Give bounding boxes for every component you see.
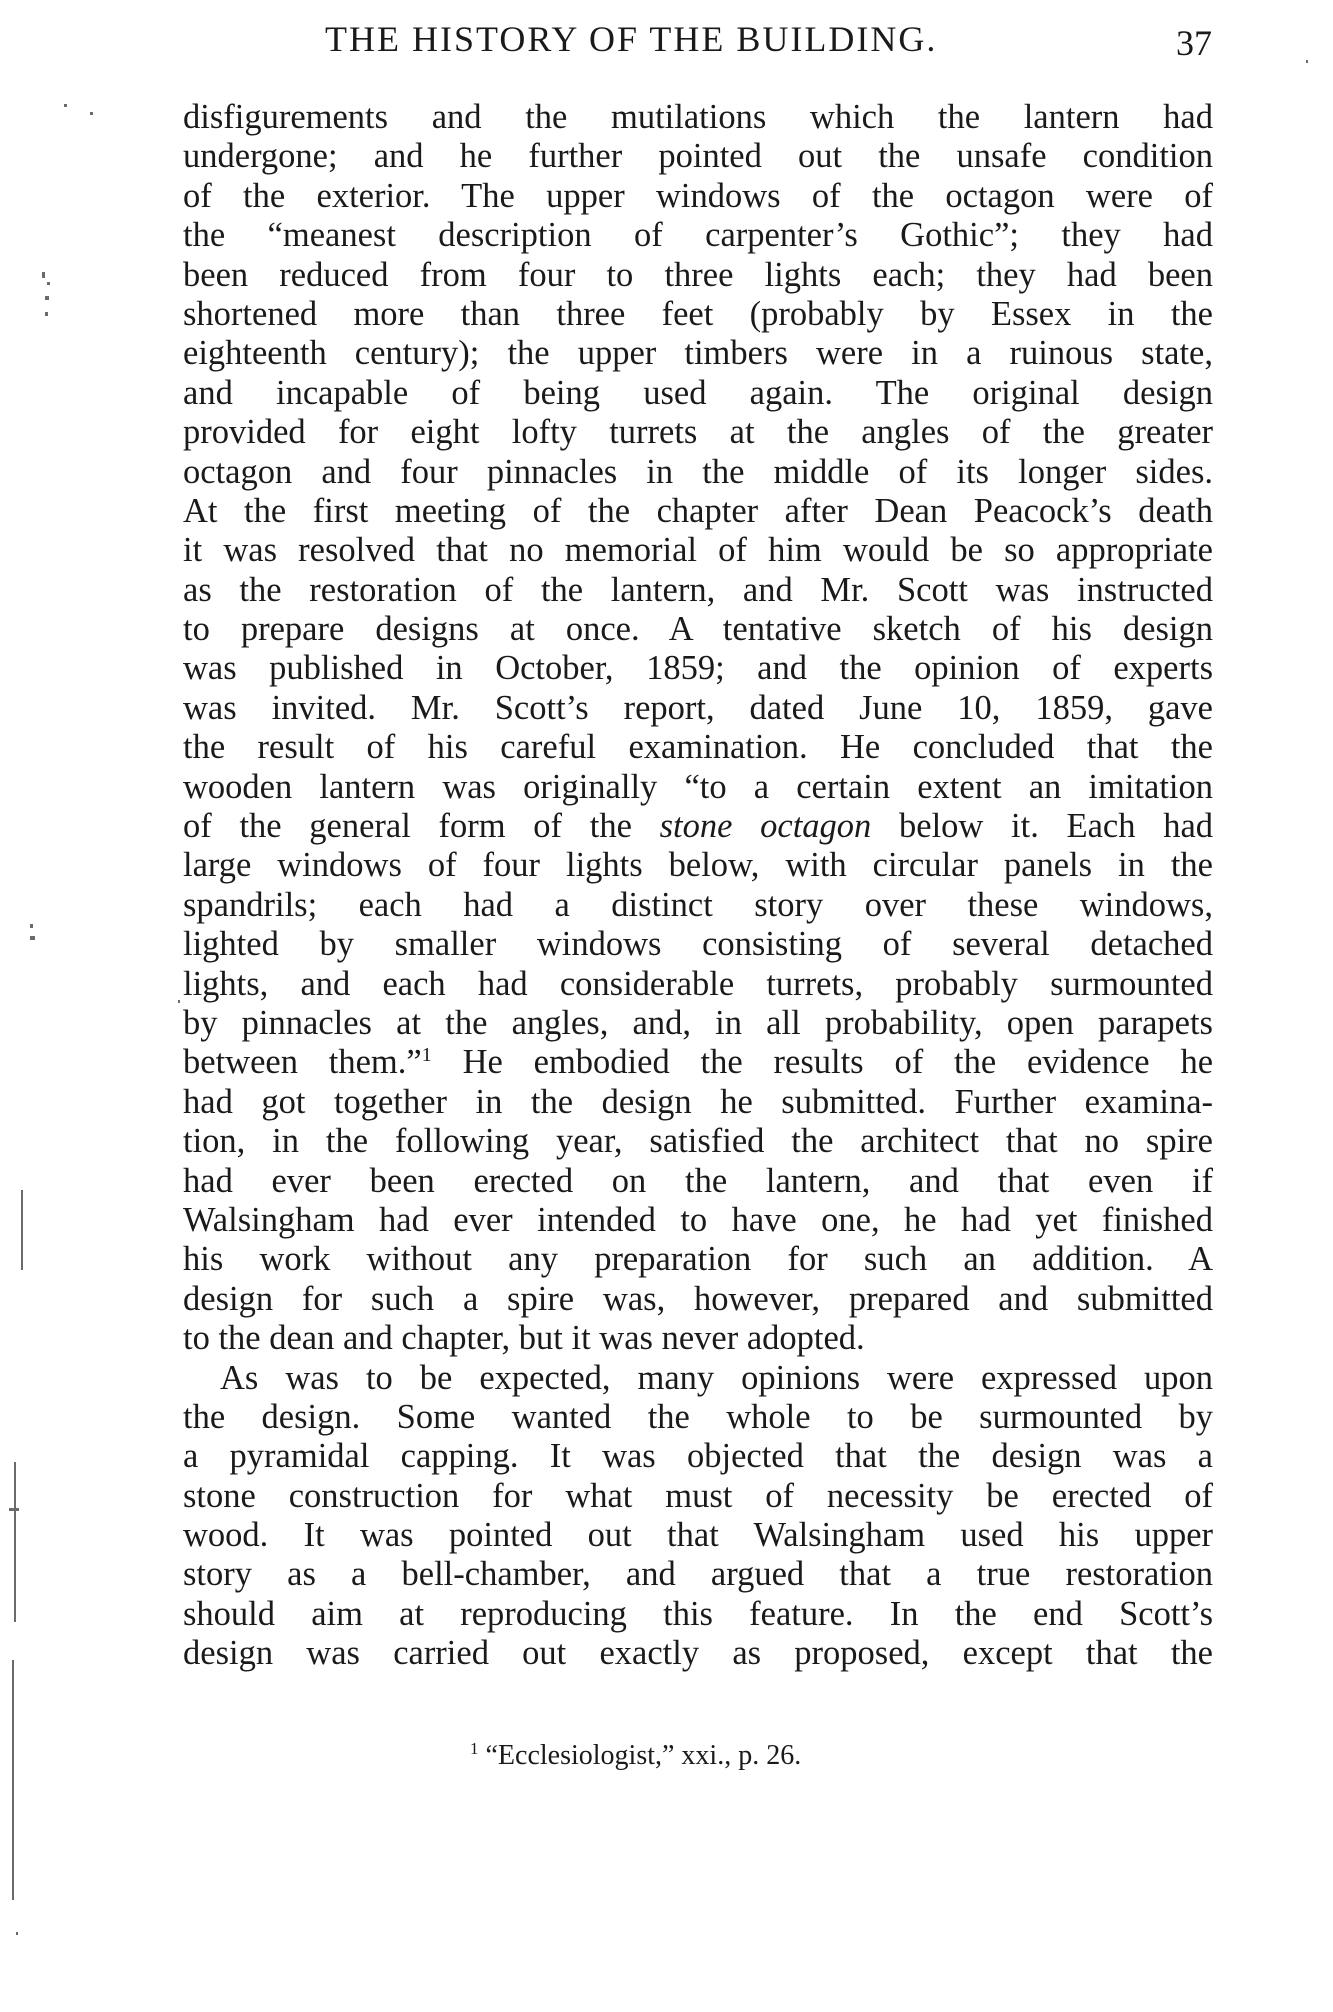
text-line: had ever been erected on the lantern, and that even if: [183, 1161, 1213, 1200]
text-line-with-italic: [183, 807, 1213, 846]
scan-speck: [90, 112, 93, 115]
text-line: lights, and each had considerable turrets, probably surmounted: [183, 964, 1213, 1003]
text-line: to prepare designs at once. A tentative sketch of his design: [183, 610, 1213, 649]
text-line: eighteenth century); the upper timbers were in a ruinous state,: [183, 334, 1213, 373]
text-line: been reduced from four to three lights each; they had been: [183, 255, 1213, 294]
text-line: had got together in the design he submitted. Further examina-: [183, 1082, 1213, 1121]
text-line: as the restoration of the lantern, and Mr. Scott was instructed: [183, 570, 1213, 609]
scan-speck: [64, 104, 67, 107]
text-line: was published in October, 1859; and the opinion of experts: [183, 649, 1213, 688]
text-line: to the dean and chapter, but it was never adopted.: [183, 1319, 865, 1358]
text-line: wooden lantern was originally “to a certain extent an imitation: [183, 767, 1213, 806]
text-line: large windows of four lights below, with circular panels in the: [183, 846, 1213, 885]
footnote-mark: 1: [470, 1739, 479, 1758]
running-title: THE HISTORY OF THE BUILDING.: [325, 19, 938, 59]
footnote-reference[interactable]: 1: [421, 1044, 432, 1067]
text-line: was invited. Mr. Scott’s report, dated June 10, 1859, gave: [183, 688, 1213, 727]
text-line: disfigurements and the mutilations which the lantern had: [183, 98, 1213, 136]
text-line: of the exterior. The upper windows of the octagon were of: [183, 176, 1213, 215]
text-line: the design. Some wanted the whole to be surmounted by: [183, 1397, 1213, 1436]
text-line: spandrils; each had a distinct story over these windows,: [183, 885, 1213, 924]
scan-speck: [42, 272, 45, 278]
text-line: shortened more than three feet (probably by Essex in the: [183, 294, 1213, 333]
page-number: 37: [1176, 23, 1212, 63]
scan-speck: [30, 936, 35, 940]
scan-speck: [178, 1000, 180, 1003]
text-line: should aim at reproducing this feature. In the end Scott’s: [183, 1594, 1213, 1633]
text-line: a pyramidal capping. It was objected that the design was a: [183, 1437, 1213, 1476]
text-line: tion, in the following year, satisfied the architect that no spire: [183, 1122, 1213, 1161]
text-segment: below it. Each had: [899, 807, 1214, 846]
scan-line: [21, 1190, 23, 1270]
running-head: [180, 18, 1212, 78]
text-line: the result of his careful examination. He concluded that the: [183, 728, 1213, 767]
scan-speck: [45, 296, 49, 300]
footnote: [470, 1740, 801, 1772]
text-line: story as a bell-chamber, and argued that a true restoration: [183, 1555, 1213, 1594]
text-line: the “meanest description of carpenter’s Gothic”; they had: [183, 216, 1213, 255]
scan-line: [12, 1660, 14, 1900]
text-segment: He embodied the results of the evidence he: [462, 1043, 1214, 1082]
text-segment: of the general form of the: [183, 807, 632, 846]
text-line: lighted by smaller windows consisting of several detached: [183, 925, 1213, 964]
scan-speck: [16, 1932, 18, 1935]
text-line: and incapable of being used again. The original design: [183, 373, 1213, 412]
scan-speck: [45, 312, 48, 316]
scan-speck: [1306, 60, 1308, 63]
text-line-with-footnote-ref: [183, 1043, 1213, 1082]
text-line: undergone; and he further pointed out the unsafe condition: [183, 137, 1213, 176]
text-line: octagon and four pinnacles in the middle of its longer sides.: [183, 452, 1213, 491]
italic-phrase: stone octagon: [659, 807, 872, 846]
text-line: design was carried out exactly as proposed, except that the: [183, 1634, 1213, 1673]
text-line: design for such a spire was, however, prepared and submitted: [183, 1279, 1213, 1318]
scan-speck: [9, 1508, 19, 1511]
scan-line: [14, 1462, 16, 1622]
text-line: by pinnacles at the angles, and, in all probability, open parapets: [183, 1003, 1213, 1042]
text-line: his work without any preparation for such an addition. A: [183, 1240, 1213, 1279]
text-line: provided for eight lofty turrets at the angles of the greater: [183, 413, 1213, 452]
text-line: Walsingham had ever intended to have one, he had yet finished: [183, 1200, 1213, 1239]
scan-speck: [47, 282, 50, 285]
body-text: [183, 98, 1213, 1674]
text-line: stone construction for what must of necessity be erected of: [183, 1476, 1213, 1515]
footnote-text: “Ecclesiologist,” xxi., p. 26.: [485, 1740, 802, 1771]
text-segment: between them.”: [183, 1043, 422, 1082]
text-line: it was resolved that no memorial of him would be so appropriate: [183, 531, 1213, 570]
text-line: At the first meeting of the chapter after Dean Peacock’s death: [183, 491, 1213, 530]
text-line: wood. It was pointed out that Walsingham used his upper: [183, 1516, 1213, 1555]
scan-speck: [30, 924, 33, 928]
text-line: As was to be expected, many opinions were expressed upon: [220, 1358, 1213, 1397]
